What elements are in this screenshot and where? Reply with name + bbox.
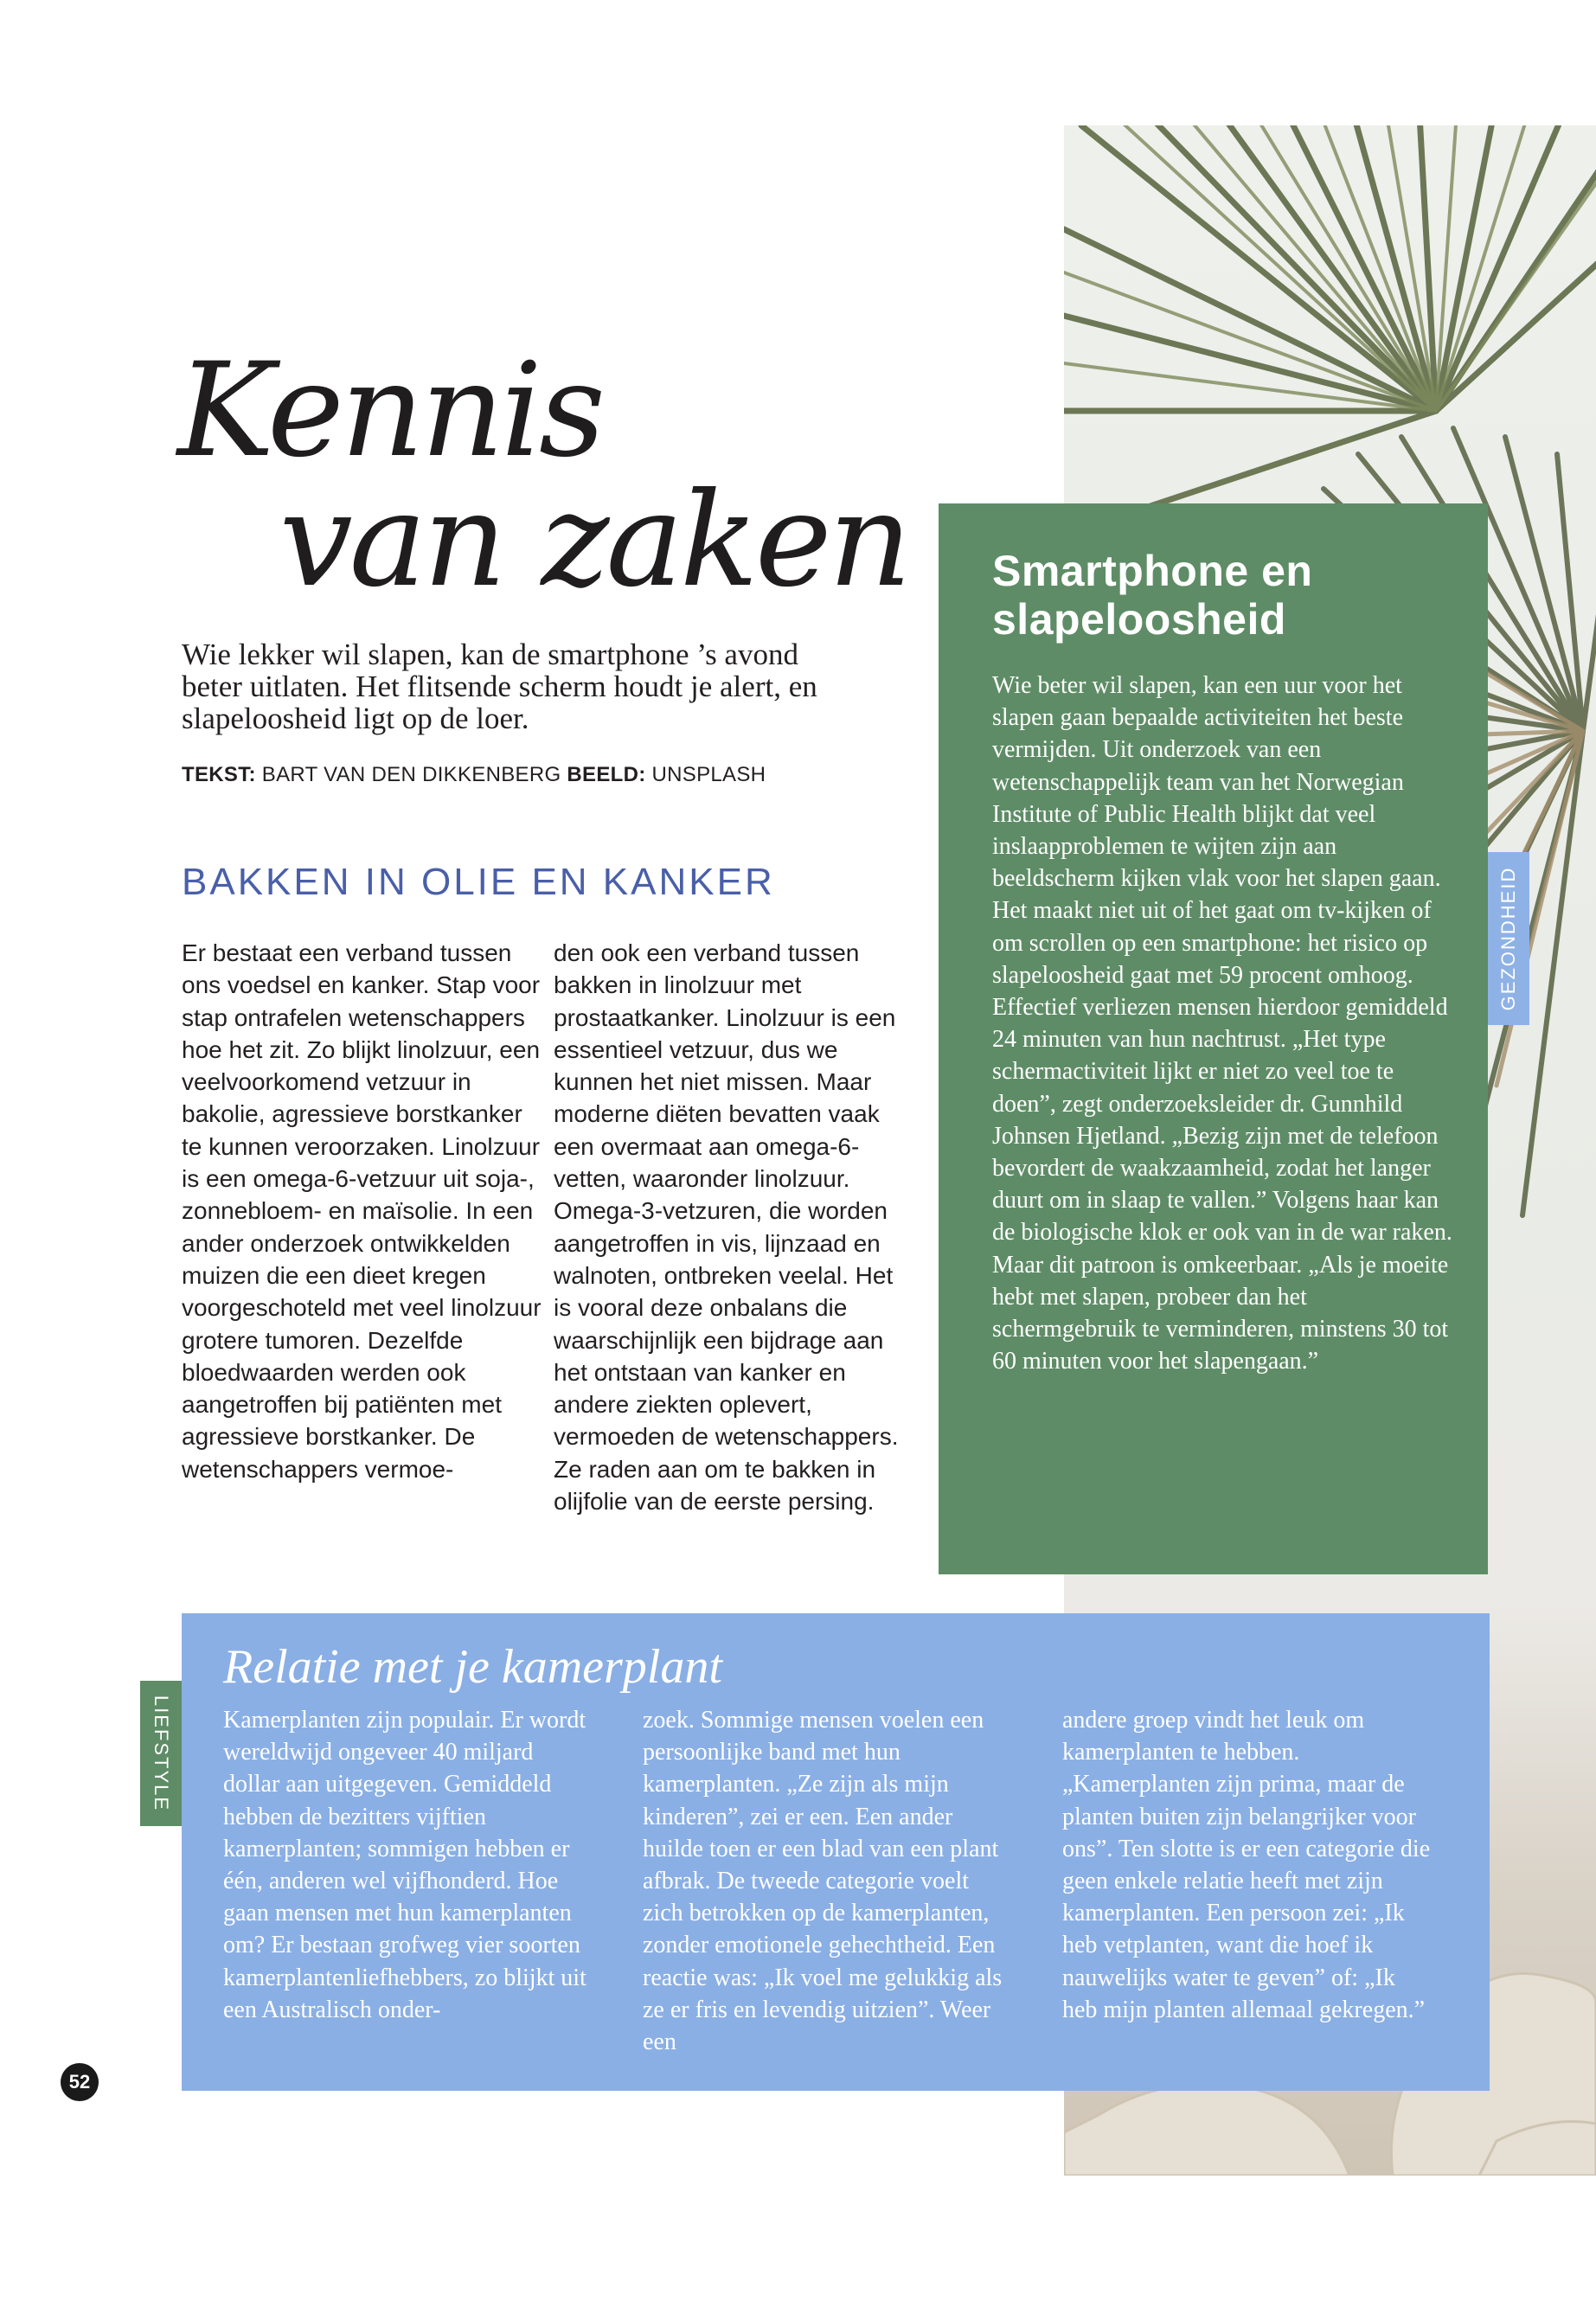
- sidebar-box: [939, 503, 1488, 1574]
- sidebar-body: Wie beter wil slapen, kan een uur voor het slapen gaan bepaalde activiteiten het beste vermijden. Uit onderzoek van een wetenschappelijk team van het Norwegian Institute of Public Health blijkt dat veel inslaapproblemen te wijten zijn aan beeldscherm kijken vlak voor het slapen gaan. Het maakt niet uit of het gaat om tv-kijken of om scrollen op een smartphone: het risico op slapeloosheid gaat met 59 procent omhoog. Effectief verliezen mensen hierdoor gemiddeld 24 minuten van hun nachtrust. „Het type schermactiviteit lijkt er niet zo veel toe te doen”, zegt onderzoeksleider dr. Gunnhild Johnsen Hjetland. „Bezig zijn met de telefoon bevordert de waakzaamheid, zodat het langer duurt om in slaap te vallen.” Volgens haar kan de biologische klok er ook van in de war raken. Maar dit patroon is omkeerbaar. „Als je moeite hebt met slapen, probeer dan het schermgebruik te verminderen, minstens 30 tot 60 minuten voor het slapengaan.”: [992, 672, 1452, 1375]
- section-heading: BAKKEN IN OLIE EN KANKER: [182, 861, 775, 903]
- page-number: 52: [61, 2063, 99, 2101]
- sidebar-heading: Smartphone en slapeloosheid: [992, 547, 1313, 644]
- section-tab-liefstyle: [140, 1681, 182, 1826]
- section-tab-gezondheid-label: GEZONDHEID: [1497, 866, 1519, 1011]
- info-box-column-1: Kamerplanten zijn populair. Er wordt wereldwijd ongeveer 40 miljard dollar aan uitgegeven. Gemiddeld hebben de bezitters vijftien kamerplanten; sommigen hebben er één, anderen wel vijfhonderd. Hoe gaan mensen met hun kamerplanten om? Er bestaan grofweg vier soorten kamerplantenliefhebbers, zo blijkt uit een Australisch onder-: [223, 1707, 586, 2023]
- intro-text: Wie lekker wil slapen, kan de smartphone ’s avond beter uitlaten. Het flitsende scherm houdt je alert, en slapeloosheid ligt op de loer.: [182, 638, 817, 735]
- credit-image-source: UNSPLASH: [651, 763, 766, 786]
- info-box-column-3: andere groep vindt het leuk om kamerplanten te hebben. „Kamerplanten zijn prima, maar de planten buiten zijn belangrijker voor ons”. Ten slotte is er een categorie die geen enkele relatie heeft met zijn kamerplanten. Een persoon zei: „Ik heb vetplanten, want die hoef ik nauwelijks water te geven” of: „Ik heb mijn planten allemaal gekregen.”: [1062, 1707, 1431, 2023]
- section-tab-liefstyle-label: LIEFSTYLE: [151, 1695, 172, 1812]
- credit-text-author: BART VAN DEN DIKKENBERG: [261, 763, 561, 786]
- section-tab-gezondheid: [1488, 852, 1529, 1025]
- title-line-1: Kennis: [177, 336, 602, 486]
- article-column-1: Er bestaat een verband tussen ons voedsel en kanker. Stap voor stap ontrafelen wetenschappers hoe het zit. Zo blijkt linolzuur, een veelvoorkomend vetzuur in bakolie, agressieve borstkanker te kunnen veroorzaken. Linolzuur is een omega-6-vetzuur uit soja-, zonnebloem- en maïsolie. In een ander onderzoek ontwikkelden muizen die een dieet kregen voorgeschoteld met veel linolzuur grotere tumoren. Dezelfde bloedwaarden werden ook aangetroffen bij patiënten met agressieve borstkanker. De wetenschappers vermoe-: [182, 939, 542, 1483]
- credits: [182, 763, 766, 787]
- credit-label-text: TEKST:: [182, 763, 256, 786]
- credit-label-image: BEELD:: [567, 763, 646, 786]
- article-title: [177, 336, 909, 616]
- info-box-heading: Relatie met je kamerplant: [223, 1640, 722, 1694]
- info-box-column-2: zoek. Sommige mensen voelen een persoonlijke band met hun kamerplanten. „Ze zijn als mijn kinderen”, zei er een. Een ander huilde toen er een blad van een plant afbrak. De tweede categorie voelt zich betrokken op de kamerplanten, zonder emotionele gehechtheid. Een reactie was: „Ik voel me gelukkig als ze er fris en levendig uitzien”. Weer een: [643, 1707, 1003, 2056]
- article-column-2: den ook een verband tussen bakken in linolzuur met prostaatkanker. Linolzuur is een essentieel vetzuur, dus we kunnen het niet missen. Maar moderne diëten bevatten vaak een overmaat aan omega-6-vetten, waaronder linolzuur. Omega-3-vetzuren, die worden aangetroffen in vis, lijnzaad en walnoten, ontbreken veelal. Het is vooral deze onbalans die waarschijnlijk een bijdrage aan het ontstaan van kanker en andere ziekten oplevert, vermoeden de wetenschappers. Ze raden aan om te bakken in olijfolie van de eerste persing.: [554, 939, 899, 1516]
- title-line-2: van zaken: [279, 465, 909, 616]
- info-box: [182, 1613, 1490, 2091]
